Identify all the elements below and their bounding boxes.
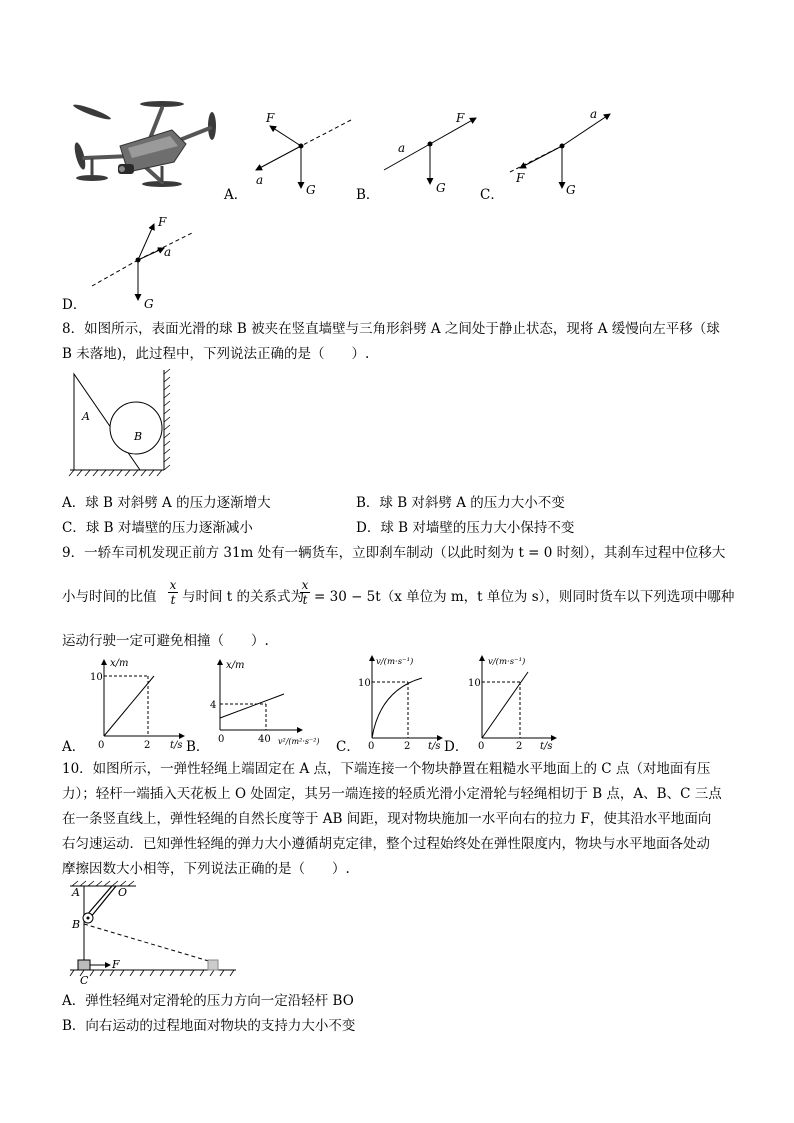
svg-text:2: 2 bbox=[144, 740, 151, 751]
q9-graph-b bbox=[206, 656, 336, 752]
q8-option-a[interactable]: A．球 B 对斜劈 A 的压力逐渐增大 bbox=[62, 495, 271, 511]
q10-option-b[interactable]: B．向右运动的过程地面对物块的支持力大小不变 bbox=[62, 1018, 356, 1034]
q10-stem-line1: 10．如图所示，一弹性轻绳上端固定在 A 点，下端连接一个物块静置在粗糙水平地面上的 C 点（对地面有压 bbox=[62, 761, 711, 777]
svg-text:a: a bbox=[590, 108, 598, 121]
q10-option-a[interactable]: A．弹性轻绳对定滑轮的压力方向一定沿轻杆 BO bbox=[62, 993, 354, 1009]
q8-figure bbox=[64, 368, 174, 480]
q8-option-b[interactable]: B．球 B 对斜劈 A 的压力大小不变 bbox=[356, 495, 565, 511]
svg-text:a: a bbox=[164, 245, 172, 259]
fraction-x-over-t-1: x t bbox=[169, 578, 177, 607]
q8-option-c[interactable]: C．球 B 对墙壁的压力逐渐减小 bbox=[62, 520, 253, 536]
svg-text:2: 2 bbox=[404, 741, 411, 752]
svg-text:v/(m·s⁻¹): v/(m·s⁻¹) bbox=[376, 657, 414, 667]
svg-text:v²/(m²·s⁻²): v²/(m²·s⁻²) bbox=[278, 737, 320, 746]
q9-graph-a bbox=[84, 656, 190, 752]
wedge-label: A bbox=[82, 410, 90, 423]
svg-text:10: 10 bbox=[468, 678, 481, 689]
q7-diagram-d bbox=[88, 214, 200, 310]
q8-stem-line1: 8．如图所示，表面光滑的球 B 被夹在竖直墙壁与三角形斜劈 A 之间处于静止状态，现将 A 缓慢向左平移（球 bbox=[62, 321, 720, 337]
q8-option-d[interactable]: D．球 B 对墙壁的压力大小保持不变 bbox=[356, 520, 575, 536]
svg-text:A: A bbox=[72, 886, 80, 899]
svg-text:t/s: t/s bbox=[428, 741, 441, 752]
q9-option-d-label[interactable]: D． bbox=[444, 739, 469, 755]
q9-option-b-label[interactable]: B． bbox=[186, 739, 210, 755]
svg-text:C: C bbox=[80, 974, 89, 984]
q10-stem-line2: 力）；轻杆一端插入天花板上 O 处固定，其另一端连接的轻质光滑小定滑轮与轻绳相切于 B 点，A、B、C 三点 bbox=[62, 786, 722, 802]
q7-diagram-b bbox=[380, 108, 492, 198]
q7-diagram-c bbox=[506, 108, 618, 198]
svg-text:G: G bbox=[566, 183, 576, 197]
svg-text:0: 0 bbox=[478, 741, 485, 752]
q10-stem-line5: 摩擦因数大小相等，下列说法正确的是（ ）. bbox=[62, 861, 350, 877]
svg-text:x/m: x/m bbox=[110, 658, 129, 669]
q9-stem-line3: 运动行驶一定可避免相撞（ ）. bbox=[62, 633, 269, 649]
svg-text:4: 4 bbox=[210, 700, 217, 711]
drone-photo bbox=[62, 96, 224, 196]
svg-text:0: 0 bbox=[218, 734, 225, 745]
ball-label: B bbox=[134, 430, 143, 443]
q7-option-d-label[interactable]: D． bbox=[62, 297, 87, 313]
svg-text:B: B bbox=[72, 918, 81, 931]
svg-text:x/m: x/m bbox=[226, 660, 245, 671]
gravity-label: G bbox=[306, 183, 316, 197]
q9-stem-line2: 小与时间的比值 x t 与时间 t 的关系式为 x t = 30 − 5t（x 单位为 m，t 单位为 s），则同时货车以下列选项中哪种 bbox=[62, 578, 735, 607]
q9-option-a-label[interactable]: A． bbox=[62, 739, 86, 755]
q9-option-c-label[interactable]: C． bbox=[336, 739, 360, 755]
svg-text:G: G bbox=[436, 181, 446, 195]
svg-text:t/s: t/s bbox=[540, 741, 553, 752]
fraction-x-over-t-2: x t bbox=[301, 578, 309, 607]
svg-text:10: 10 bbox=[90, 672, 103, 683]
q7-option-b-label[interactable]: B． bbox=[356, 187, 380, 203]
svg-text:G: G bbox=[144, 297, 154, 310]
q9-graph-c bbox=[356, 652, 446, 752]
svg-text:v/(m·s⁻¹): v/(m·s⁻¹) bbox=[488, 657, 526, 667]
q7-option-c-label[interactable]: C． bbox=[480, 187, 504, 203]
svg-text:0: 0 bbox=[98, 740, 105, 751]
accel-label: a bbox=[256, 173, 264, 187]
svg-text:O: O bbox=[118, 886, 128, 899]
q9-stem-line1: 9．一轿车司机发现正前方 31m 处有一辆货车，立即刹车制动（以此时刻为 t = 0 时刻），其刹车过程中位移大 bbox=[62, 545, 726, 561]
svg-text:2: 2 bbox=[516, 741, 523, 752]
svg-text:F: F bbox=[516, 171, 525, 185]
svg-text:a: a bbox=[398, 141, 406, 155]
q9-graph-d bbox=[464, 652, 560, 752]
svg-text:40: 40 bbox=[258, 734, 271, 745]
svg-text:t/s: t/s bbox=[170, 740, 183, 751]
force-label: F bbox=[266, 111, 275, 125]
svg-text:F: F bbox=[112, 958, 120, 971]
q7-option-a-label[interactable]: A． bbox=[224, 187, 248, 203]
svg-text:F: F bbox=[456, 111, 465, 125]
svg-text:0: 0 bbox=[368, 741, 375, 752]
svg-text:10: 10 bbox=[358, 678, 371, 689]
q8-stem-line2: B 未落地)，此过程中，下列说法正确的是（ ）. bbox=[62, 346, 370, 362]
q10-figure bbox=[64, 880, 242, 984]
q10-stem-line4: 右匀速运动．已知弹性轻绳的弹力大小遵循胡克定律，整个过程始终处在弹性限度内，物块与水平地面各处动 bbox=[62, 836, 710, 852]
q10-stem-line3: 在一条竖直线上，弹性轻绳的自然长度等于 AB 间距，现对物块施加一水平向右的拉力 F，使其沿水平地面向 bbox=[62, 811, 712, 827]
q7-diagram-a bbox=[246, 108, 358, 198]
svg-text:F: F bbox=[158, 215, 167, 229]
